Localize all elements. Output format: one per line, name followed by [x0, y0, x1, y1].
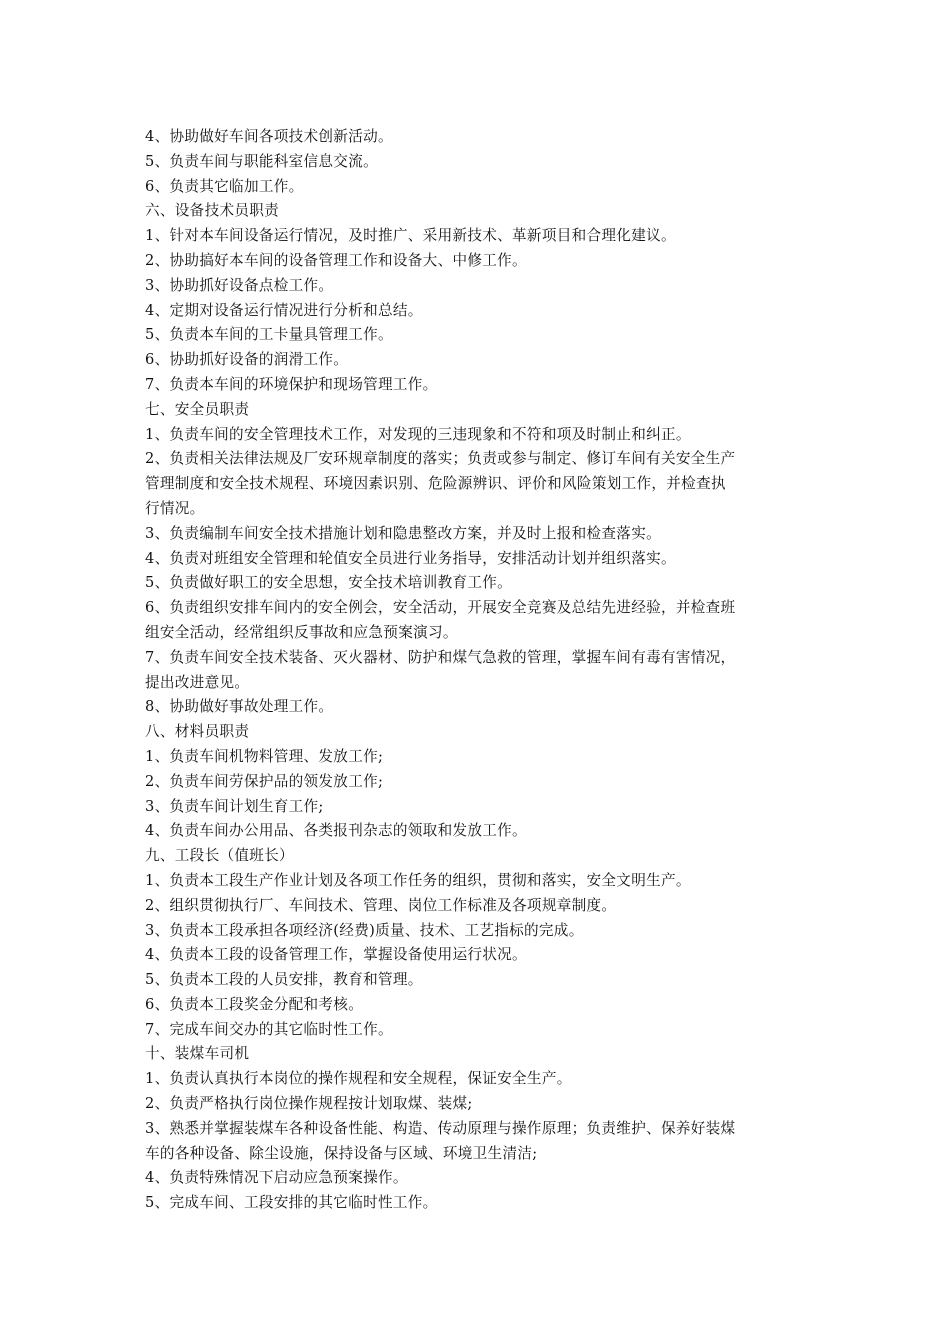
text-line: 6、负责其它临加工作。 [145, 177, 304, 195]
text-line: 3、负责车间计划生育工作; [145, 797, 324, 815]
text-line: 1、负责认真执行本岗位的操作规程和安全规程，保证安全生产。 [145, 1070, 572, 1088]
text-line: 4、负责对班组安全管理和轮值安全员进行业务指导，安排活动计划并组织落实。 [145, 549, 676, 567]
text-line: 3、协助抓好设备点检工作。 [145, 276, 334, 294]
text-line: 1、负责车间机物料管理、发放工作; [145, 747, 384, 765]
text-line: 6、负责组织安排车间内的安全例会，安全活动，开展安全竞赛及总结先进经验，并检查班 [145, 599, 736, 617]
text-line: 4、协助做好车间各项技术创新活动。 [145, 128, 393, 145]
text-line: 4、定期对设备运行情况进行分析和总结。 [145, 301, 423, 319]
text-line: 2、组织贯彻执行厂、车间技术、管理、岗位工作标准及各项规章制度。 [145, 896, 617, 914]
text-line: 6、协助抓好设备的润滑工作。 [145, 351, 349, 369]
text-line: 5、负责车间与职能科室信息交流。 [145, 152, 378, 170]
text-line: 3、熟悉并掌握装煤车各种设备性能、构造、传动原理与操作原理；负责维护、保养好装煤 [145, 1119, 736, 1137]
text-line: 7、完成车间交办的其它临时性工作。 [145, 1020, 393, 1038]
text-line: 车的各种设备、除尘设施，保持设备与区域、环境卫生清洁; [145, 1144, 538, 1162]
text-line: 7、负责本车间的环境保护和现场管理工作。 [145, 375, 438, 393]
text-line: 3、负责编制车间安全技术措施计划和隐患整改方案，并及时上报和检查落实。 [145, 524, 661, 542]
text-line: 5、负责做好职工的安全思想，安全技术培训教育工作。 [145, 574, 513, 592]
text-line: 5、负责本车间的工卡量具管理工作。 [145, 326, 393, 344]
section-heading: 七、安全员职责 [145, 400, 250, 418]
text-line: 管理制度和安全技术规程、环境因素识别、危险源辨识、评价和风险策划工作，并检查执 [145, 475, 726, 493]
text-line: 1、负责车间的安全管理技术工作，对发现的三违现象和不符和项及时制止和纠正。 [145, 425, 691, 443]
text-line: 4、负责特殊情况下启动应急预案操作。 [145, 1169, 408, 1187]
text-line: 1、负责本工段生产作业计划及各项工作任务的组织，贯彻和落实，安全文明生产。 [145, 871, 691, 889]
text-line: 4、负责本工段的设备管理工作，掌握设备使用运行状况。 [145, 946, 527, 964]
document-body [145, 125, 813, 1216]
text-line: 1、针对本车间设备运行情况，及时推广、采用新技术、革新项目和合理化建议。 [145, 227, 676, 245]
text-line: 5、完成车间、工段安排的其它临时性工作。 [145, 1194, 438, 1212]
text-line: 5、负责本工段的人员安排，教育和管理。 [145, 971, 423, 989]
text-line: 2、协助搞好本车间的设备管理工作和设备大、中修工作。 [145, 251, 527, 269]
text-line: 3、负责本工段承担各项经济(经费)质量、技术、工艺指标的完成。 [145, 921, 584, 939]
text-line: 7、负责车间安全技术装备、灭火器材、防护和煤气急救的管理，掌握车间有毒有害情况， [145, 648, 736, 666]
text-line: 4、负责车间办公用品、各类报刊杂志的领取和发放工作。 [145, 822, 527, 840]
section-heading: 八、材料员职责 [145, 723, 250, 741]
text-line: 组安全活动，经常组织反事故和应急预案演习。 [145, 623, 458, 641]
text-line: 行情况。 [145, 499, 205, 517]
text-line: 提出改进意见。 [145, 673, 250, 691]
text-line: 2、负责严格执行岗位操作规程按计划取煤、装煤; [145, 1095, 473, 1113]
section-heading: 十、装煤车司机 [145, 1045, 250, 1063]
text-line: 6、负责本工段奖金分配和考核。 [145, 995, 364, 1013]
text-line: 2、负责相关法律法规及厂安环规章制度的落实；负责或参与制定、修订车间有关安全生产 [145, 450, 736, 468]
section-heading: 六、设备技术员职责 [145, 202, 280, 220]
text-line: 2、负责车间劳保护品的领发放工作; [145, 772, 384, 790]
section-heading: 九、工段长（值班长） [145, 847, 294, 865]
text-line: 8、协助做好事故处理工作。 [145, 698, 334, 716]
